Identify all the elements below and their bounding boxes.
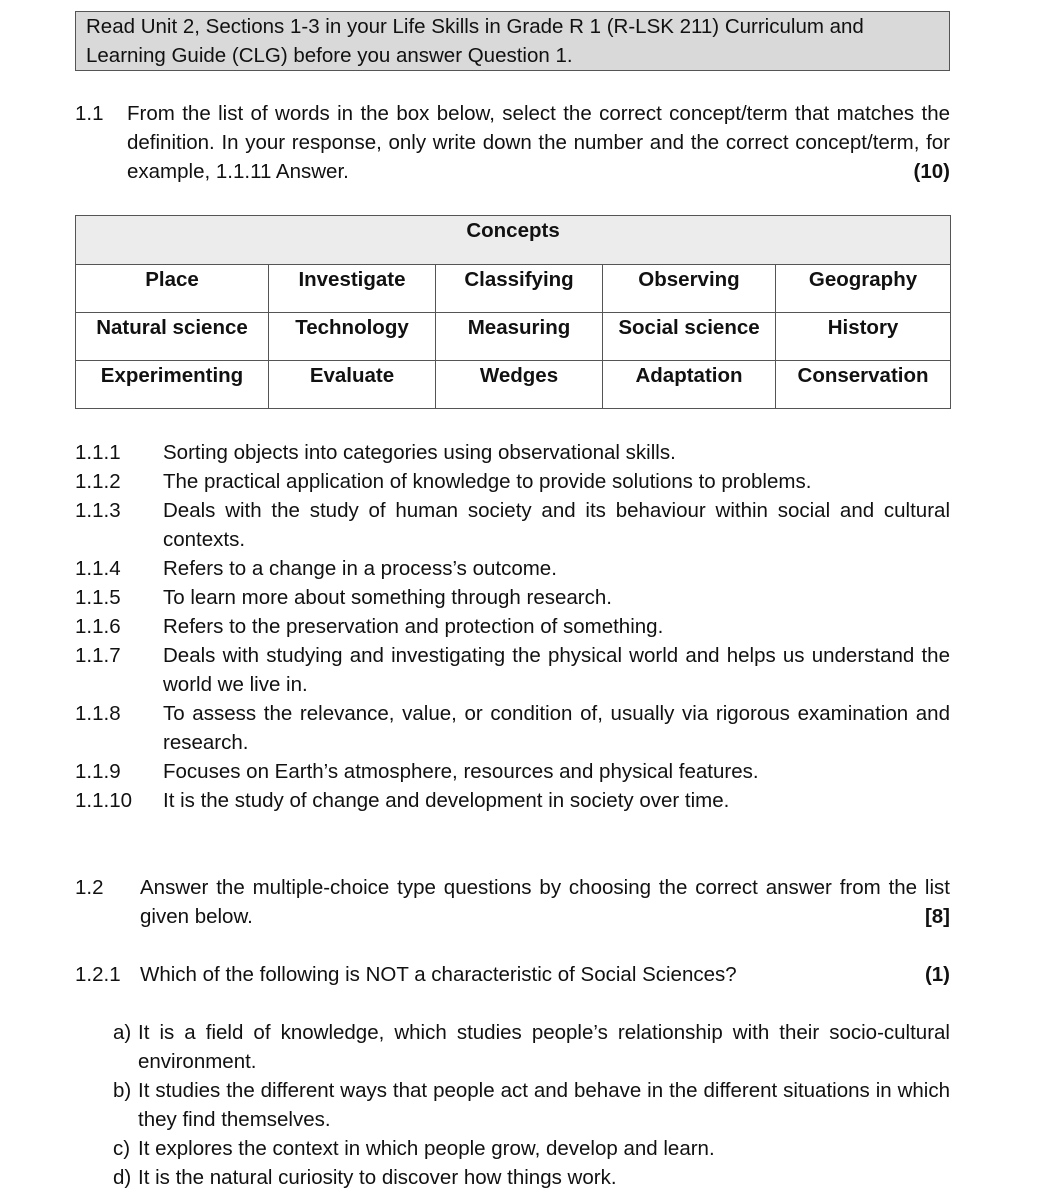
question-number: 1.1 xyxy=(75,102,104,125)
question-text: From the list of words in the box below, select the correct concept/term that matches the definition. In your response, only write down the number and the correct concept/term, for example, 1.1.11 Answer. xyxy=(127,102,950,183)
table-cell: Adaptation xyxy=(603,361,776,409)
definition-number: 1.1.1 xyxy=(75,441,121,464)
list-item xyxy=(75,583,950,612)
table-cell: Measuring xyxy=(436,313,603,361)
table-cell: History xyxy=(776,313,951,361)
question-marks: (1) xyxy=(924,963,950,986)
question-number: 1.2 xyxy=(75,876,104,899)
definition-number: 1.1.2 xyxy=(75,470,121,493)
table-row xyxy=(76,361,951,409)
table-cell: Experimenting xyxy=(76,361,269,409)
list-item xyxy=(75,467,950,496)
list-item xyxy=(75,641,950,699)
answer-options xyxy=(75,1018,950,1192)
list-item xyxy=(75,438,950,467)
question-marks: (10) xyxy=(913,160,950,183)
table-cell: Observing xyxy=(603,265,776,313)
option-d xyxy=(113,1163,950,1192)
list-item xyxy=(75,786,950,815)
option-letter: b) xyxy=(113,1079,132,1102)
question-text: Answer the multiple-choice type questions by choosing the correct answer from the list given below. xyxy=(140,876,950,928)
table-cell: Technology xyxy=(269,313,436,361)
option-letter: c) xyxy=(113,1137,131,1160)
option-text: It explores the context in which people grow, develop and learn. xyxy=(138,1137,715,1160)
definition-number: 1.1.8 xyxy=(75,702,121,725)
definition-number: 1.1.9 xyxy=(75,760,121,783)
list-item xyxy=(75,757,950,786)
option-text: It is the natural curiosity to discover how things work. xyxy=(138,1166,617,1189)
definitions-list xyxy=(75,438,950,815)
table-cell: Evaluate xyxy=(269,361,436,409)
question-marks: [8] xyxy=(924,905,950,928)
option-text: It studies the different ways that people act and behave in the different situations in which they find themselves. xyxy=(138,1079,950,1131)
list-item xyxy=(75,699,950,757)
list-item xyxy=(75,496,950,554)
question-1-2 xyxy=(75,873,950,931)
definition-text: It is the study of change and development in society over time. xyxy=(163,789,730,812)
question-number: 1.2.1 xyxy=(75,963,121,986)
table-row xyxy=(76,313,951,361)
definition-number: 1.1.7 xyxy=(75,644,121,667)
definition-number: 1.1.5 xyxy=(75,586,121,609)
question-1-2-1 xyxy=(75,960,950,989)
table-cell: Geography xyxy=(776,265,951,313)
option-letter: a) xyxy=(113,1021,132,1044)
definition-text: Deals with the study of human society and its behaviour within social and cultural contexts. xyxy=(163,499,950,551)
instruction-box xyxy=(75,11,950,71)
table-cell: Social science xyxy=(603,313,776,361)
table-cell: Place xyxy=(76,265,269,313)
instruction-text: Read Unit 2, Sections 1-3 in your Life Skills in Grade R 1 (R-LSK 211) Curriculum and Learning Guide (CLG) before you answer Question 1. xyxy=(86,15,864,67)
list-item xyxy=(75,612,950,641)
option-letter: d) xyxy=(113,1166,132,1189)
table-cell: Conservation xyxy=(776,361,951,409)
question-1-1 xyxy=(75,99,950,186)
table-cell: Wedges xyxy=(436,361,603,409)
table-cell: Natural science xyxy=(76,313,269,361)
option-text: It is a field of knowledge, which studies people’s relationship with their socio-cultural environment. xyxy=(138,1021,950,1073)
list-item xyxy=(75,554,950,583)
option-c xyxy=(113,1134,950,1163)
definition-text: Focuses on Earth’s atmosphere, resources and physical features. xyxy=(163,760,759,783)
definition-number: 1.1.3 xyxy=(75,499,121,522)
question-text: Which of the following is NOT a characteristic of Social Sciences? xyxy=(140,963,737,986)
table-cell: Investigate xyxy=(269,265,436,313)
concepts-header: Concepts xyxy=(76,216,951,265)
concepts-table xyxy=(75,215,951,409)
definition-text: To assess the relevance, value, or condition of, usually via rigorous examination and research. xyxy=(163,702,950,754)
definition-number: 1.1.6 xyxy=(75,615,121,638)
definition-text: Refers to a change in a process’s outcome. xyxy=(163,557,557,580)
option-a xyxy=(113,1018,950,1076)
definition-text: To learn more about something through research. xyxy=(163,586,612,609)
definition-number: 1.1.10 xyxy=(75,789,132,812)
definition-text: Sorting objects into categories using observational skills. xyxy=(163,441,676,464)
table-cell: Classifying xyxy=(436,265,603,313)
definition-number: 1.1.4 xyxy=(75,557,121,580)
definition-text: The practical application of knowledge to provide solutions to problems. xyxy=(163,470,812,493)
option-b xyxy=(113,1076,950,1134)
document-page xyxy=(75,11,950,1192)
definition-text: Refers to the preservation and protection of something. xyxy=(163,615,664,638)
definition-text: Deals with studying and investigating the physical world and helps us understand the world we live in. xyxy=(163,644,950,696)
table-row xyxy=(76,265,951,313)
